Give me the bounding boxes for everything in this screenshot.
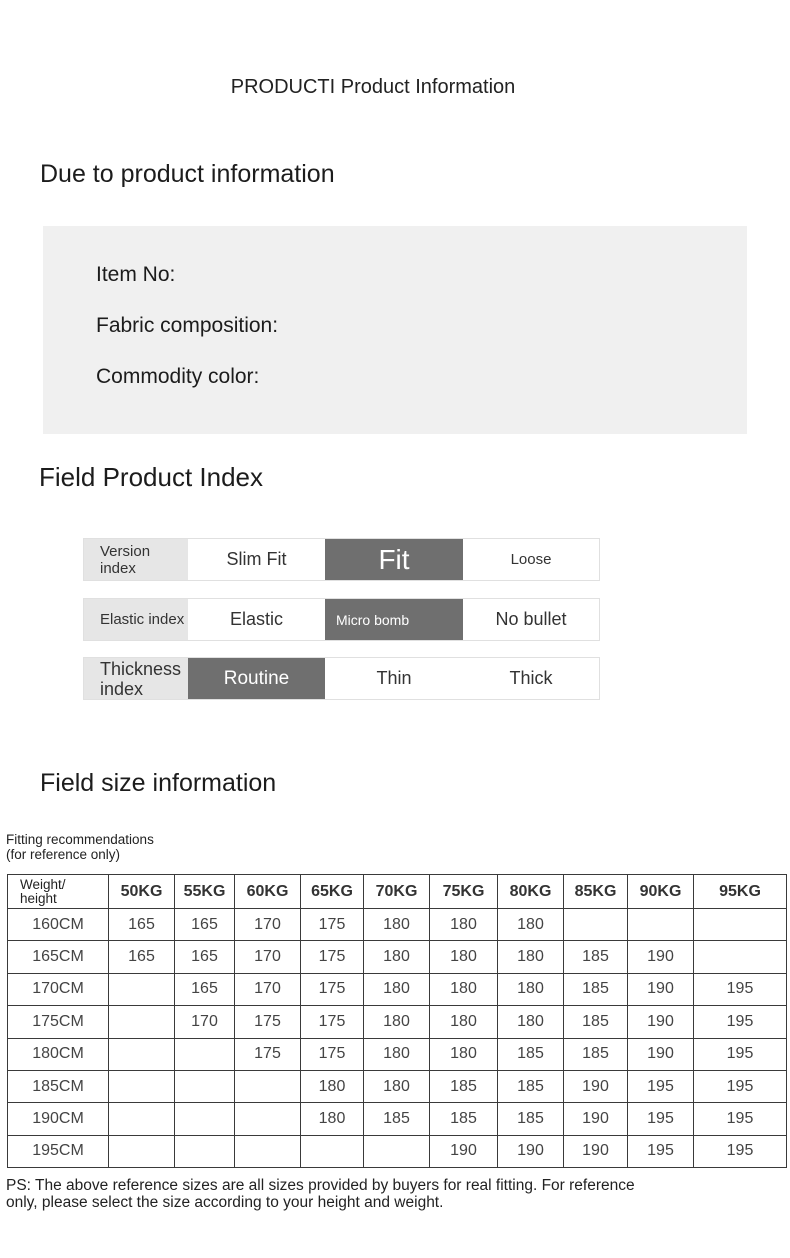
size-cell: 195: [628, 1103, 694, 1135]
size-cell: 190: [564, 1135, 628, 1167]
size-cell: [364, 1135, 430, 1167]
column-header: 80KG: [498, 875, 564, 909]
row-height-label: 180CM: [8, 1038, 109, 1070]
column-header: 95KG: [694, 875, 787, 909]
size-cell: [109, 1135, 175, 1167]
size-cell: [175, 1070, 235, 1102]
size-cell: [301, 1135, 364, 1167]
size-table-body: [8, 909, 787, 1168]
row-height-label: 190CM: [8, 1103, 109, 1135]
thickness-label-line1: Thickness: [100, 658, 182, 679]
size-cell: 195: [694, 1038, 787, 1070]
column-header: 50KG: [109, 875, 175, 909]
size-cell: 175: [301, 973, 364, 1005]
corner-line2: height: [20, 890, 57, 906]
size-cell: 180: [498, 1006, 564, 1038]
size-cell: 180: [498, 909, 564, 941]
size-cell: 165: [109, 909, 175, 941]
size-cell: 180: [430, 973, 498, 1005]
size-cell: [109, 1006, 175, 1038]
size-cell: 165: [109, 941, 175, 973]
size-table-header: [8, 875, 787, 909]
size-cell: 190: [564, 1103, 628, 1135]
size-cell: 170: [235, 909, 301, 941]
size-cell: 195: [694, 1103, 787, 1135]
table-row: [8, 909, 787, 941]
size-cell: 190: [564, 1070, 628, 1102]
row-height-label: 160CM: [8, 909, 109, 941]
table-row: [8, 973, 787, 1005]
size-cell: 180: [301, 1103, 364, 1135]
size-cell: 175: [301, 1006, 364, 1038]
size-cell: 175: [235, 1006, 301, 1038]
size-cell: 170: [235, 973, 301, 1005]
size-cell: 170: [235, 941, 301, 973]
product-info-title: Due to product information: [40, 160, 335, 188]
column-header: 75KG: [430, 875, 498, 909]
commodity-color-label: Commodity color:: [96, 365, 260, 388]
size-cell: 190: [628, 941, 694, 973]
row-height-label: 170CM: [8, 973, 109, 1005]
size-cell: 175: [301, 1038, 364, 1070]
size-cell: 180: [430, 1038, 498, 1070]
size-cell: 180: [301, 1070, 364, 1102]
size-cell: 195: [694, 1070, 787, 1102]
size-cell: [235, 1135, 301, 1167]
table-row: [8, 1070, 787, 1102]
fit-note-line1: Fitting recommendations: [6, 832, 154, 847]
size-cell: [109, 1038, 175, 1070]
size-cell: 185: [564, 1038, 628, 1070]
thickness-option-thick: Thick: [509, 668, 553, 688]
size-cell: 165: [175, 909, 235, 941]
table-row: [8, 1038, 787, 1070]
row-height-label: 195CM: [8, 1135, 109, 1167]
size-cell: 180: [498, 941, 564, 973]
product-index-title: Field Product Index: [39, 462, 264, 492]
size-cell: [175, 1103, 235, 1135]
size-cell: [175, 1135, 235, 1167]
size-cell: 175: [301, 941, 364, 973]
size-cell: [628, 909, 694, 941]
size-cell: 180: [364, 1070, 430, 1102]
size-cell: 165: [175, 973, 235, 1005]
column-header: 85KG: [564, 875, 628, 909]
size-cell: 185: [430, 1070, 498, 1102]
size-cell: [109, 973, 175, 1005]
size-cell: 185: [564, 941, 628, 973]
ps-note-line2: only, please select the size according to your height and weight.: [6, 1194, 444, 1211]
thickness-option-thin: Thin: [376, 668, 412, 688]
size-cell: 180: [364, 941, 430, 973]
thickness-option-routine: Routine: [188, 658, 325, 699]
size-cell: 180: [364, 1038, 430, 1070]
size-cell: 190: [498, 1135, 564, 1167]
size-cell: [109, 1070, 175, 1102]
version-index-label: Version index: [84, 539, 188, 580]
size-info-title: Field size information: [40, 769, 277, 797]
column-header: 60KG: [235, 875, 301, 909]
size-cell: 185: [564, 1006, 628, 1038]
page-header-title: PRODUCTI Product Information: [230, 76, 516, 98]
size-cell: 195: [694, 973, 787, 1005]
size-cell: 190: [628, 1038, 694, 1070]
size-cell: 185: [364, 1103, 430, 1135]
column-header: 70KG: [364, 875, 430, 909]
table-row: [8, 1006, 787, 1038]
fit-note-line2: (for reference only): [6, 847, 121, 862]
size-cell: 165: [175, 941, 235, 973]
version-option-loose: Loose: [510, 551, 552, 568]
ps-note: [6, 1177, 766, 1211]
fabric-composition-label: Fabric composition:: [96, 314, 279, 337]
size-cell: 185: [430, 1103, 498, 1135]
size-cell: [694, 909, 787, 941]
size-cell: [109, 1103, 175, 1135]
size-cell: 185: [498, 1103, 564, 1135]
size-cell: 175: [235, 1038, 301, 1070]
size-cell: [235, 1070, 301, 1102]
elastic-index-row: [83, 598, 600, 641]
thickness-label-line2: index: [100, 678, 144, 699]
size-cell: 195: [628, 1070, 694, 1102]
size-cell: 180: [430, 1006, 498, 1038]
size-cell: 195: [694, 1135, 787, 1167]
weight-height-corner: [8, 875, 109, 909]
size-cell: 195: [628, 1135, 694, 1167]
size-cell: 180: [430, 941, 498, 973]
version-index-row: [83, 538, 600, 581]
elastic-index-label: Elastic index: [84, 599, 188, 640]
column-header: 65KG: [301, 875, 364, 909]
size-cell: 190: [628, 1006, 694, 1038]
size-cell: 180: [364, 909, 430, 941]
column-header: 55KG: [175, 875, 235, 909]
size-table: [7, 874, 787, 1168]
size-cell: 185: [498, 1070, 564, 1102]
size-cell: 185: [564, 973, 628, 1005]
size-cell: 180: [430, 909, 498, 941]
product-info-box: [43, 226, 747, 434]
version-option-slim-fit: Slim Fit: [226, 549, 287, 569]
size-cell: 195: [694, 1006, 787, 1038]
item-no-label: Item No:: [96, 263, 176, 286]
size-cell: 170: [175, 1006, 235, 1038]
row-height-label: 185CM: [8, 1070, 109, 1102]
elastic-option-micro-bomb: Micro bomb: [325, 599, 463, 640]
size-cell: 180: [498, 973, 564, 1005]
size-cell: [694, 941, 787, 973]
size-cell: [175, 1038, 235, 1070]
size-cell: 175: [301, 909, 364, 941]
column-header: 90KG: [628, 875, 694, 909]
fitting-recommendations-note: [6, 832, 154, 862]
size-cell: 190: [430, 1135, 498, 1167]
size-cell: 185: [498, 1038, 564, 1070]
version-option-fit: Fit: [325, 539, 463, 580]
table-row: [8, 1135, 787, 1167]
size-cell: 180: [364, 1006, 430, 1038]
size-cell: [564, 909, 628, 941]
thickness-index-label: [84, 658, 188, 699]
elastic-option-elastic: Elastic: [229, 609, 283, 629]
elastic-option-no-bullet: No bullet: [495, 609, 567, 629]
corner-line1: Weight/: [20, 876, 66, 892]
ps-note-line1: PS: The above reference sizes are all sizes provided by buyers for real fitting. For reference: [6, 1177, 635, 1194]
table-row: [8, 1103, 787, 1135]
size-cell: 190: [628, 973, 694, 1005]
row-height-label: 165CM: [8, 941, 109, 973]
size-cell: 180: [364, 973, 430, 1005]
size-cell: [235, 1103, 301, 1135]
table-row: [8, 941, 787, 973]
row-height-label: 175CM: [8, 1006, 109, 1038]
thickness-index-row: [83, 657, 600, 700]
